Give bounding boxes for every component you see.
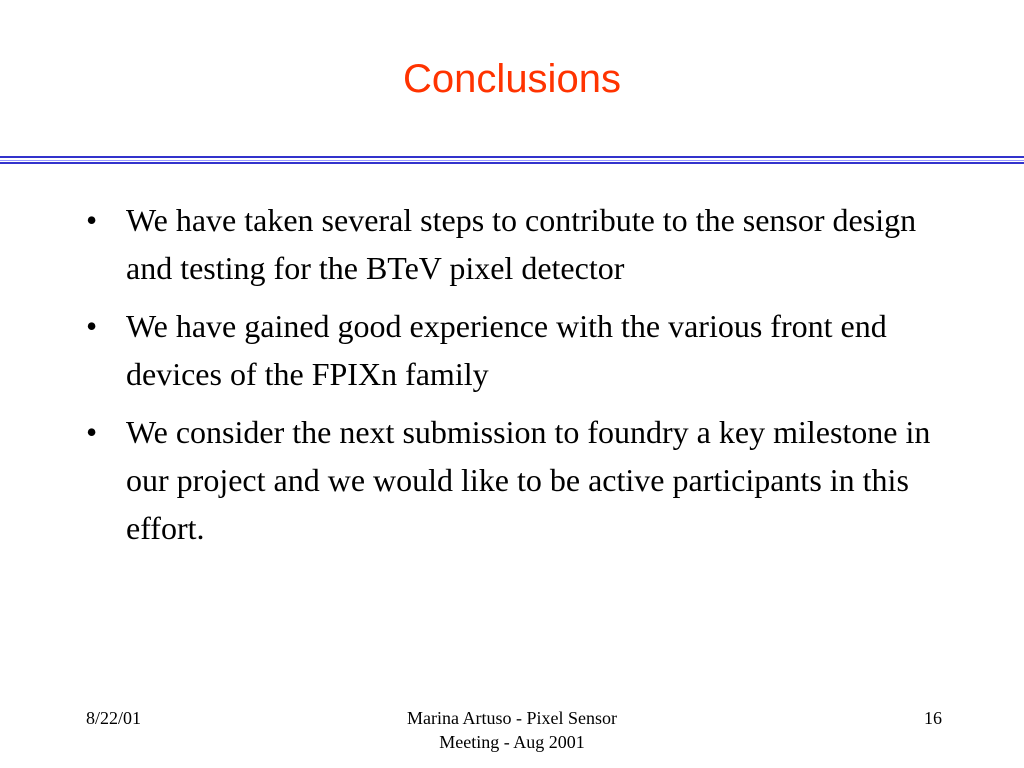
bullet-item: [86, 408, 966, 552]
bullet-list: [86, 196, 966, 562]
footer-date: 8/22/01: [86, 708, 142, 728]
slide-title: Conclusions: [403, 57, 621, 101]
footer-presenter-line1: Marina Artuso - Pixel Sensor: [407, 708, 617, 728]
bullet-marker: •: [86, 202, 98, 238]
bullet-item: [86, 196, 966, 292]
page-number: 16: [924, 708, 942, 728]
bullet-text: We have taken several steps to contribute to the sensor design and testing for the BTeV pixel detector: [126, 202, 917, 286]
bullet-marker: •: [86, 414, 98, 450]
bullet-marker: •: [86, 308, 98, 344]
bullet-item: [86, 302, 966, 398]
bullet-text: We have gained good experience with the various front end devices of the FPIXn family: [126, 308, 887, 392]
footer-presenter-line2: Meeting - Aug 2001: [439, 732, 585, 752]
bullet-text: We consider the next submission to foundry a key milestone in our project and we would like to be active participants in this effort.: [126, 414, 931, 546]
divider-line-middle: [0, 160, 1024, 161]
divider-line-bottom: [0, 162, 1024, 164]
divider-line-top: [0, 156, 1024, 158]
footer-presenter: [362, 706, 662, 754]
title-divider: [0, 156, 1024, 164]
